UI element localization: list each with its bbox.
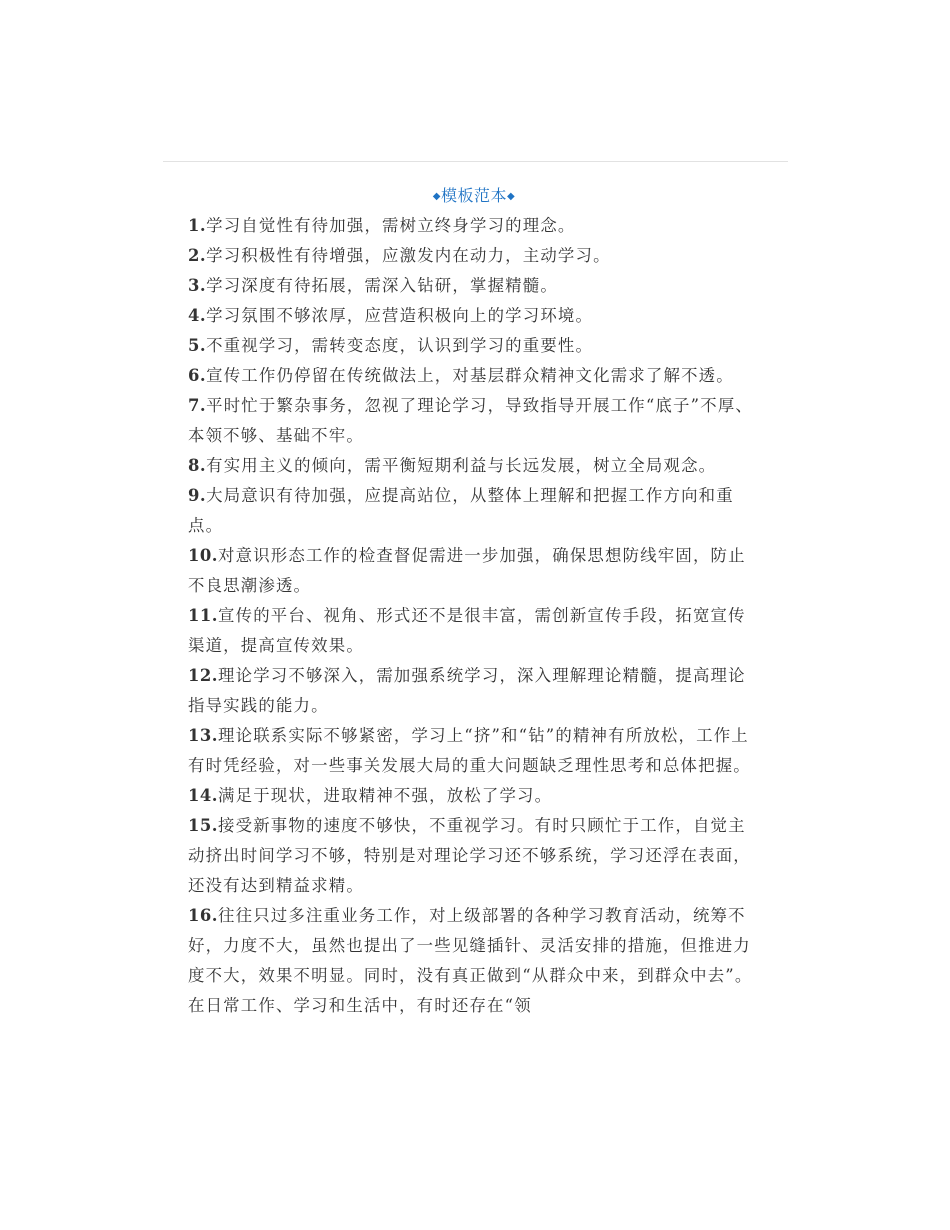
list-item: [188, 331, 762, 361]
item-text: 不重视学习，需转变态度，认识到学习的重要性。: [206, 336, 594, 355]
list-item: [188, 811, 762, 901]
item-text: 理论联系实际不够紧密，学习上“挤”和“钻”的精神有所放松，工作上有时凭经验，对一些事关发展大局的重大问题缺乏理性思考和总体把握。: [188, 726, 751, 775]
item-number: 15.: [188, 816, 219, 835]
item-text: 学习深度有待拓展，需深入钻研，掌握精髓。: [206, 276, 558, 295]
item-text: 宣传工作仍停留在传统做法上，对基层群众精神文化需求了解不透。: [206, 366, 734, 385]
list-item: [188, 601, 762, 661]
list-item: [188, 301, 762, 331]
list-item: [188, 661, 762, 721]
item-text: 学习积极性有待增强，应激发内在动力，主动学习。: [206, 246, 611, 265]
item-number: 1.: [188, 216, 207, 235]
list-item: [188, 211, 762, 241]
diamond-right-icon: ◆: [507, 191, 516, 202]
list-item: [188, 241, 762, 271]
item-text: 理论学习不够深入，需加强系统学习，深入理解理论精髓，提高理论指导实践的能力。: [188, 666, 746, 715]
template-header: [188, 183, 760, 209]
item-text: 学习氛围不够浓厚，应营造积极向上的学习环境。: [206, 306, 594, 325]
list-item: [188, 541, 762, 601]
item-number: 5.: [188, 336, 207, 355]
item-text: 往往只过多注重业务工作，对上级部署的各种学习教育活动，统筹不好，力度不大，虽然也提出了一些见缝插针、灵活安排的措施，但推进力度不大，效果不明显。同时，没有真正做到“从群众中来，到群众中去”。在日常工作、学习和生活中，有时还存在“领: [188, 906, 753, 1015]
diamond-left-icon: ◆: [432, 191, 441, 202]
item-text: 满足于现状，进取精神不强，放松了学习。: [218, 786, 553, 805]
item-text: 有实用主义的倾向，需平衡短期利益与长远发展，树立全局观念。: [206, 456, 717, 475]
item-number: 9.: [188, 486, 207, 505]
item-text: 学习自觉性有待加强，需树立终身学习的理念。: [206, 216, 576, 235]
list-item: [188, 451, 762, 481]
item-number: 10.: [188, 546, 219, 565]
item-list: [188, 211, 762, 1111]
item-number: 12.: [188, 666, 219, 685]
item-number: 14.: [188, 786, 219, 805]
item-number: 13.: [188, 726, 219, 745]
item-number: 16.: [188, 906, 219, 925]
item-number: 7.: [188, 396, 207, 415]
item-number: 4.: [188, 306, 207, 325]
item-text: 平时忙于繁杂事务，忽视了理论学习，导致指导开展工作“底子”不厚、本领不够、基础不牢。: [188, 396, 754, 445]
item-number: 3.: [188, 276, 207, 295]
list-item: [188, 721, 762, 781]
list-item: [188, 781, 762, 811]
list-item: [188, 361, 762, 391]
item-number: 2.: [188, 246, 207, 265]
list-item: [188, 271, 762, 301]
top-divider: [163, 161, 788, 162]
list-item: [188, 901, 762, 1021]
header-title: 模板范本: [440, 186, 507, 205]
item-text: 宣传的平台、视角、形式还不是很丰富，需创新宣传手段，拓宽宣传渠道，提高宣传效果。: [188, 606, 746, 655]
list-item: [188, 481, 762, 541]
item-number: 6.: [188, 366, 207, 385]
item-text: 对意识形态工作的检查督促需进一步加强，确保思想防线牢固，防止不良思潮渗透。: [188, 546, 746, 595]
list-item: [188, 391, 762, 451]
item-text: 大局意识有待加强，应提高站位，从整体上理解和把握工作方向和重点。: [188, 486, 734, 535]
item-number: 8.: [188, 456, 207, 475]
item-text: 接受新事物的速度不够快，不重视学习。有时只顾忙于工作，自觉主动挤出时间学习不够，特别是对理论学习还不够系统，学习还浮在表面，还没有达到精益求精。: [188, 816, 751, 895]
item-number: 11.: [188, 606, 219, 625]
